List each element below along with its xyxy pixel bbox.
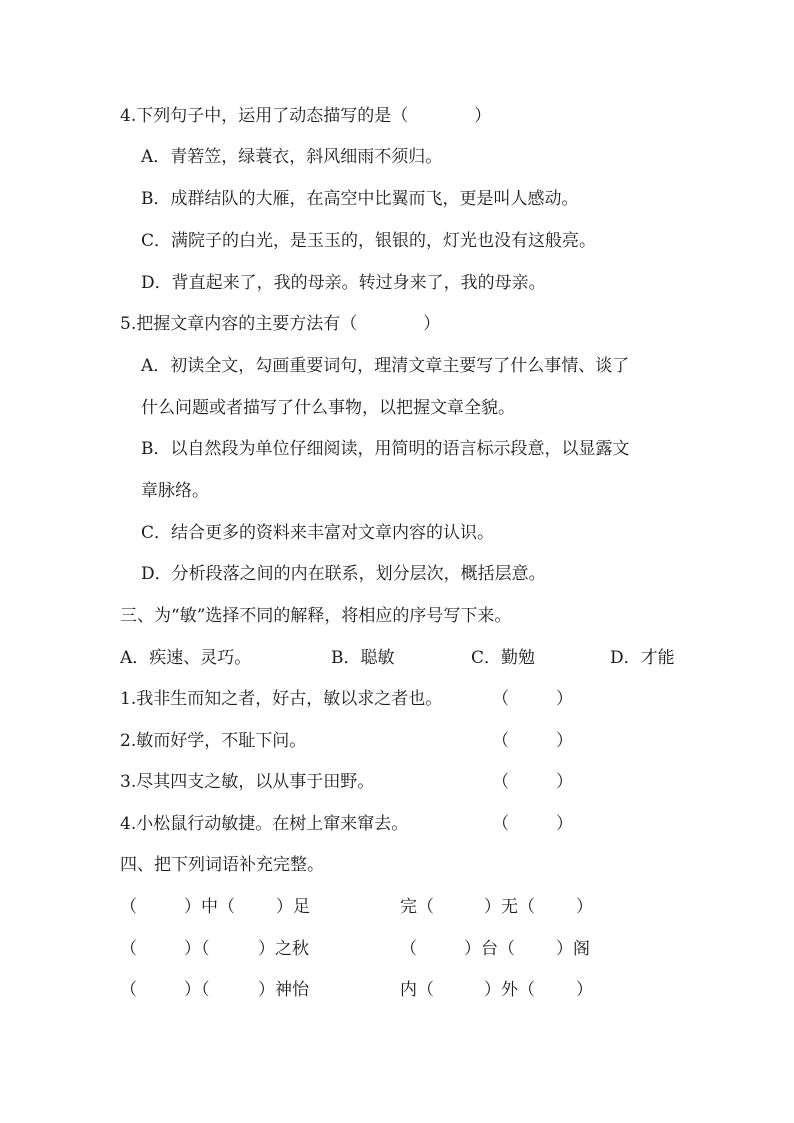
choice-b: B．聪敏 — [331, 648, 395, 668]
s4-row1-left-2: ）中（ — [184, 897, 235, 917]
s4-row3-right-3: ） — [576, 980, 593, 1000]
s3-item-2-paren-open: （ — [492, 731, 509, 751]
s3-item-2: 2.敏而好学，不耻下问。 — [120, 731, 307, 751]
s4-row2-left-3: ）之秋 — [258, 939, 309, 959]
q4-option-b: B．成群结队的大雁，在高空中比翼而飞，更是叫人感动。 — [141, 189, 579, 209]
q5-option-b-line1: B．以自然段为单位仔细阅读，用简明的语言标示段意，以显露文 — [141, 439, 630, 459]
q5-stem: 5.把握文章内容的主要方法有（ ） — [120, 314, 441, 334]
s4-row1-right-1: 完（ — [400, 897, 434, 917]
choice-d: D．才能 — [610, 648, 675, 668]
s4-row3-right-2: ）外（ — [484, 980, 535, 1000]
s4-row2-right-1: （ — [400, 939, 417, 959]
q5-option-c: C．结合更多的资料来丰富对文章内容的认识。 — [141, 523, 495, 543]
s4-row3-left-3: ）神怡 — [258, 980, 309, 1000]
s4-row1-left-3: ）足 — [276, 897, 310, 917]
q4-option-d: D．背直起来了，我的母亲。转过身来了，我的母亲。 — [141, 273, 546, 293]
s3-item-1: 1.我非生而知之者，好古，敏以求之者也。 — [120, 689, 443, 709]
q4-option-a: A．青箬笠，绿蓑衣，斜风细雨不须归。 — [141, 147, 443, 167]
choice-a: A．疾速、灵巧。 — [120, 648, 252, 668]
q5-option-b-line2: 章脉络。 — [141, 481, 209, 501]
s3-item-3: 3.尽其四支之敏，以从事于田野。 — [120, 772, 375, 792]
s4-row3-right-1: 内（ — [400, 980, 434, 1000]
s3-item-4: 4.小松鼠行动敏捷。在树上窜来窜去。 — [120, 814, 409, 834]
s3-item-2-paren-close: ） — [556, 731, 573, 751]
s4-row2-right-2: ）台（ — [464, 939, 515, 959]
s4-row1-right-3: ） — [576, 897, 593, 917]
s4-row1-left-1: （ — [120, 897, 137, 917]
s4-row1-right-2: ）无（ — [484, 897, 535, 917]
q5-option-a-line2: 什么问题或者描写了什么事物，以把握文章全貌。 — [141, 398, 515, 418]
s3-item-4-paren-close: ） — [556, 814, 573, 834]
section3-title: 三、为“敏”选择不同的解释，将相应的序号写下来。 — [120, 606, 512, 626]
s3-item-1-paren-open: （ — [492, 689, 509, 709]
q5-option-a-line1: A．初读全文，勾画重要词句，理清文章主要写了什么事情、谈了 — [141, 356, 630, 376]
q4-stem: 4.下列句子中，运用了动态描写的是（ ） — [120, 106, 492, 126]
q4-option-c: C．满院子的白光，是玉玉的，银银的，灯光也没有这般亮。 — [141, 231, 597, 251]
s4-row2-left-1: （ — [120, 939, 137, 959]
s4-row3-left-2: ）（ — [184, 980, 210, 1000]
s3-item-3-paren-open: （ — [492, 772, 509, 792]
s3-item-1-paren-close: ） — [556, 689, 573, 709]
q5-option-d: D．分析段落之间的内在联系，划分层次，概括层意。 — [141, 564, 546, 584]
section4-title: 四、把下列词语补充完整。 — [120, 855, 324, 875]
choice-c: C．勤勉 — [471, 648, 536, 668]
s4-row2-right-3: ）阁 — [556, 939, 590, 959]
s4-row2-left-2: ）（ — [184, 939, 210, 959]
s4-row3-left-1: （ — [120, 980, 137, 1000]
s3-item-3-paren-close: ） — [556, 772, 573, 792]
s3-item-4-paren-open: （ — [492, 814, 509, 834]
